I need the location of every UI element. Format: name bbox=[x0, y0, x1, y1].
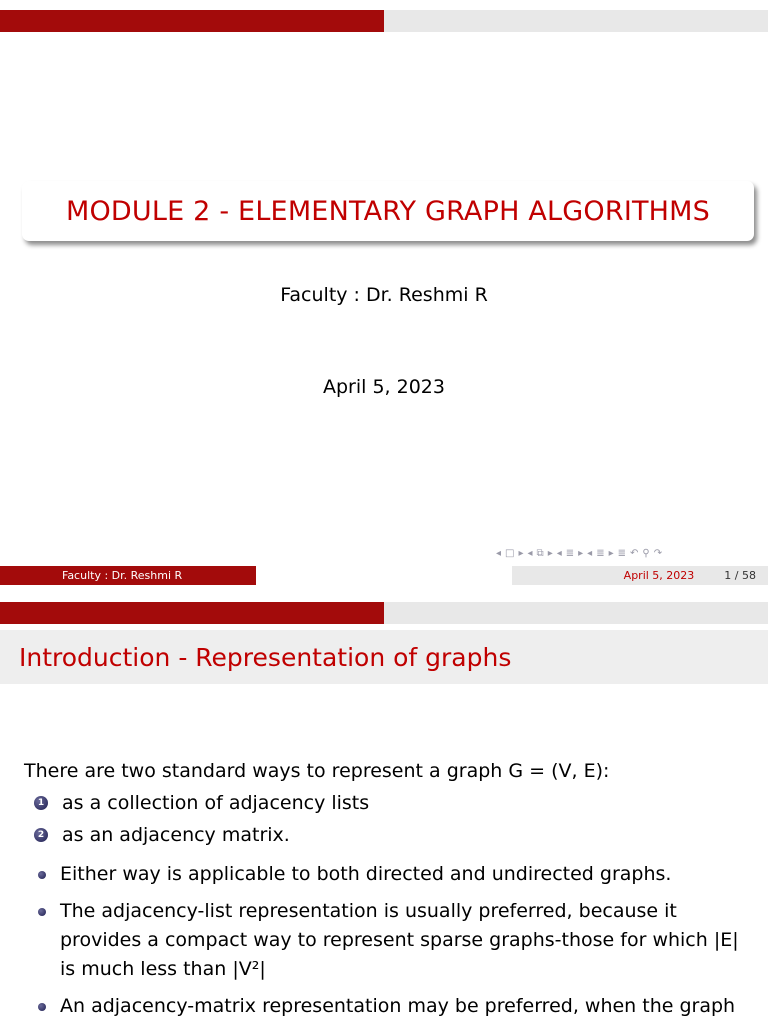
header-bar-gray bbox=[384, 10, 768, 32]
nav-prev-icon[interactable]: ◂ bbox=[587, 547, 593, 559]
nav-back-icon[interactable]: ↶ bbox=[630, 547, 639, 559]
bullet-text: An adjacency-matrix representation may be preferred, when the graph bbox=[60, 995, 736, 1017]
footer-date: April 5, 2023 bbox=[623, 569, 695, 582]
enumerated-list bbox=[24, 792, 754, 846]
nav-next-icon[interactable]: ▸ bbox=[518, 547, 524, 559]
bullet-icon bbox=[38, 908, 46, 916]
list-item bbox=[24, 824, 754, 846]
slide-body bbox=[24, 760, 754, 1024]
header-bar-gray bbox=[384, 602, 768, 624]
nav-document-icon[interactable]: ≣ bbox=[617, 547, 627, 559]
nav-section-icon[interactable]: ≣ bbox=[596, 547, 605, 559]
frame-title-bar bbox=[0, 630, 768, 684]
nav-prev-icon[interactable]: ◂ bbox=[527, 547, 533, 559]
bullet-icon bbox=[38, 871, 46, 879]
nav-frame-icon[interactable]: □ bbox=[505, 547, 515, 559]
header-bar bbox=[0, 602, 768, 624]
presentation-title: MODULE 2 - ELEMENTARY GRAPH ALGORITHMS bbox=[65, 195, 711, 227]
footer-author bbox=[0, 566, 256, 585]
frame-title: Introduction - Representation of graphs bbox=[19, 642, 512, 672]
intro-text: There are two standard ways to represent a graph G = (V, E): bbox=[24, 760, 610, 782]
bullet-text: The adjacency-list representation is usually preferred, because it provides a compact way to represent sparse graphs-those for which |E| is much less than |V²| bbox=[60, 900, 739, 980]
nav-next-icon[interactable]: ▸ bbox=[547, 547, 553, 559]
bullet-icon bbox=[38, 1003, 46, 1011]
enum-ball-icon: 1 bbox=[34, 796, 48, 810]
title-box bbox=[22, 181, 754, 241]
enum-ball-icon: 2 bbox=[34, 828, 48, 842]
nav-next-icon[interactable]: ▸ bbox=[608, 547, 614, 559]
beamer-navigation[interactable] bbox=[496, 546, 762, 560]
nav-next-icon[interactable]: ▸ bbox=[578, 547, 584, 559]
footer-author-text: Faculty : Dr. Reshmi R bbox=[62, 569, 183, 582]
bullet-text: Either way is applicable to both directed and undirected graphs. bbox=[60, 863, 672, 885]
footer-bar bbox=[0, 566, 768, 585]
list-item-text: as a collection of adjacency lists bbox=[62, 792, 370, 814]
author: Faculty : Dr. Reshmi R bbox=[280, 284, 488, 306]
list-item-text: as an adjacency matrix. bbox=[62, 824, 290, 846]
bullet-list bbox=[24, 860, 754, 1021]
nav-forward-icon[interactable]: ↷ bbox=[653, 547, 663, 559]
bullet-item bbox=[24, 860, 754, 889]
header-bar-red bbox=[0, 10, 384, 32]
header-bar-red bbox=[0, 602, 384, 624]
footer-middle bbox=[256, 566, 512, 585]
nav-subsection-icon[interactable]: ⧉ bbox=[536, 547, 544, 559]
header-bar bbox=[0, 10, 768, 32]
list-item bbox=[24, 792, 754, 814]
nav-section-icon[interactable]: ≣ bbox=[565, 547, 575, 559]
bullet-item bbox=[24, 897, 754, 984]
bullet-item bbox=[24, 992, 754, 1021]
nav-prev-icon[interactable]: ◂ bbox=[556, 547, 562, 559]
footer-right bbox=[512, 566, 768, 585]
date: April 5, 2023 bbox=[323, 376, 445, 398]
content-slide bbox=[0, 600, 768, 1024]
page-number: 1 / 58 bbox=[724, 569, 756, 582]
nav-prev-icon[interactable]: ◂ bbox=[496, 547, 502, 559]
nav-search-icon[interactable]: ⚲ bbox=[642, 547, 650, 559]
